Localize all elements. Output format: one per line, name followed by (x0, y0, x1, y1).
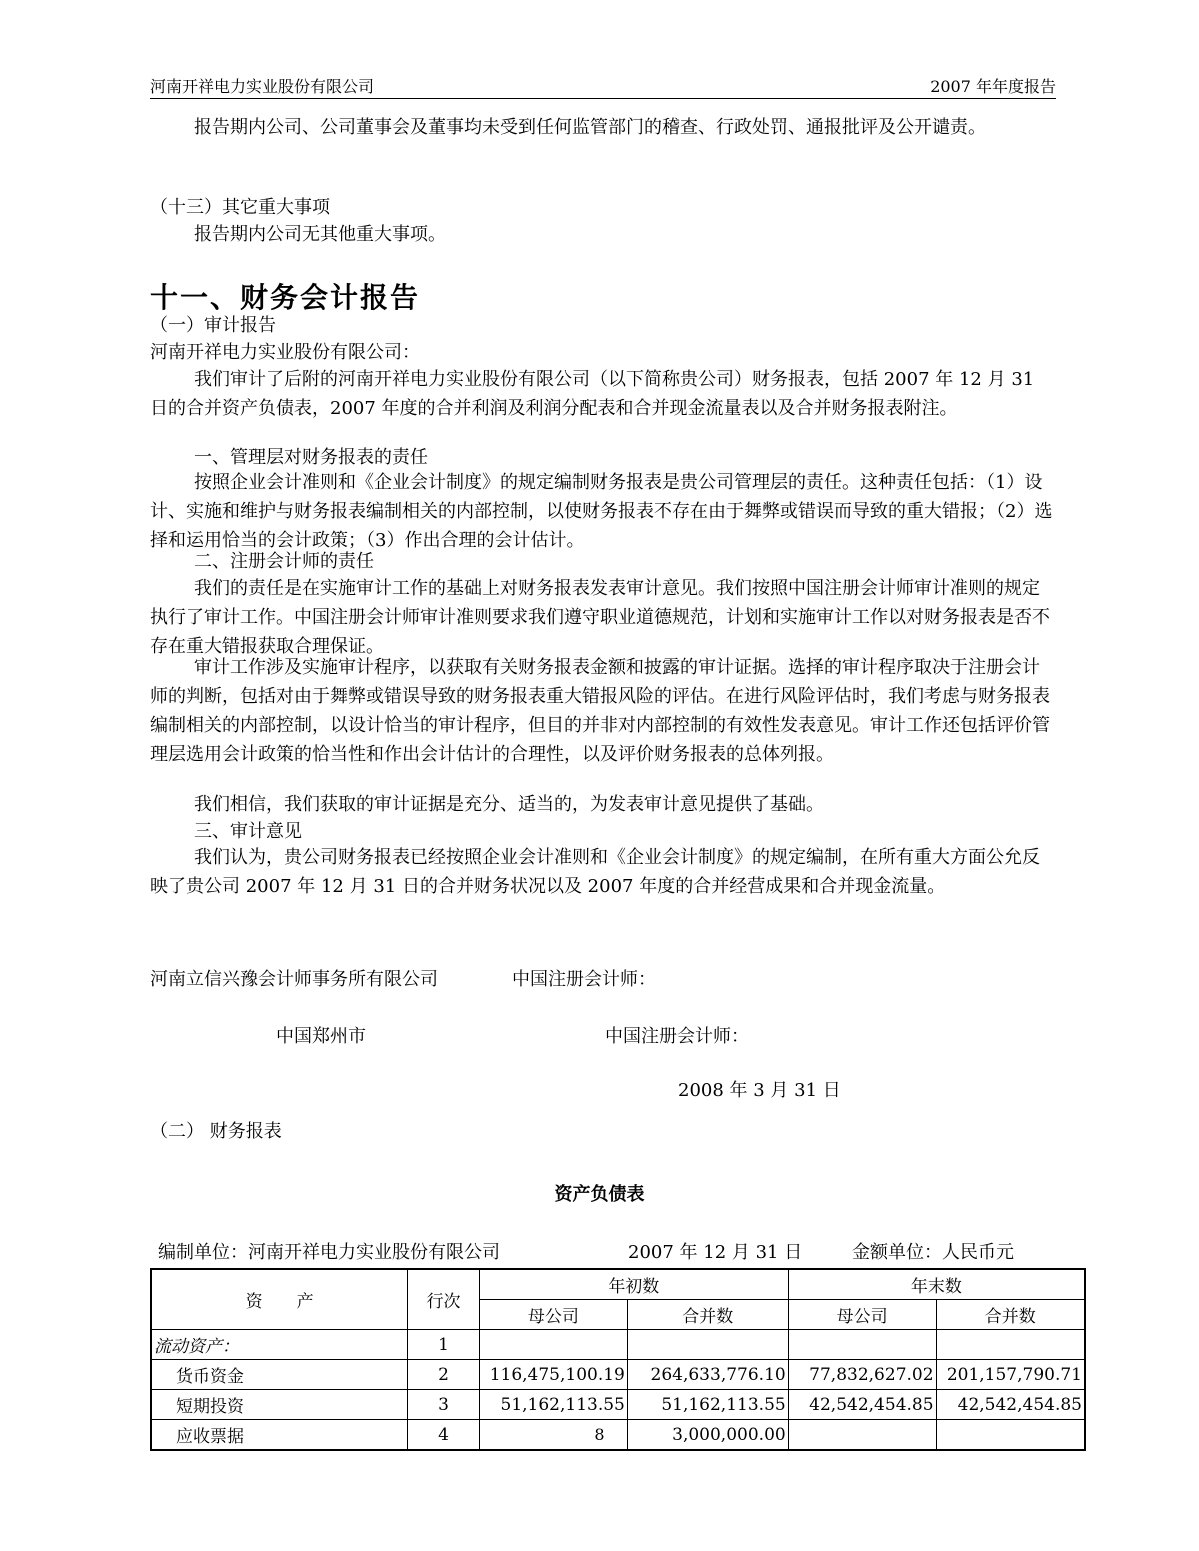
section-13-body: 报告期内公司无其他重大事项。 (194, 224, 446, 245)
header-report-title: 2007 年年度报告 (930, 77, 1056, 96)
begin-parent-value: 116,475,100.19 (479, 1360, 627, 1390)
row-label: 应收票据 (151, 1420, 408, 1451)
audit-intro: 我们审计了后附的河南开祥电力实业股份有限公司（以下简称贵公司）财务报表，包括 2007 年 12 月 31 日的合并资产负债表，2007 年度的合并利润及利润分配表和合并现金流量表以及合并财务报表附注。 (150, 369, 1035, 419)
audit-firm-name: 河南立信兴豫会计师事务所有限公司 (150, 969, 438, 990)
balance-sheet-title: 资产负债表 (554, 1184, 645, 1205)
chapter-heading: 十一、财务会计报告 (150, 281, 421, 314)
row-line-no: 1 (408, 1330, 480, 1360)
header-end-parent: 母公司 (788, 1300, 936, 1330)
financial-statements-heading: （二） 财务报表 (150, 1121, 282, 1142)
row-label: 流动资产： (151, 1330, 408, 1360)
audit-opinion-heading: 三、审计意见 (194, 821, 302, 842)
begin-consolidated-value: 51,162,113.55 (627, 1390, 788, 1420)
end-parent-value: 42,542,454.85 (788, 1390, 936, 1420)
row-line-no: 3 (408, 1390, 480, 1420)
row-line-no: 4 (408, 1420, 480, 1451)
cpa-signature-label-1: 中国注册会计师： (512, 969, 656, 990)
end-parent-value: 77,832,627.02 (788, 1360, 936, 1390)
page-number: 8 (594, 1425, 605, 1444)
audit-evidence-body: 我们相信，我们获取的审计证据是充分、适当的，为发表审计意见提供了基础。 (194, 794, 824, 815)
preparer-unit: 编制单位：河南开祥电力实业股份有限公司 (158, 1242, 500, 1263)
cpa-responsibility-heading: 二、注册会计师的责任 (194, 551, 374, 572)
table-row (151, 1390, 1085, 1420)
end-parent-value (788, 1330, 936, 1360)
balance-sheet-date: 2007 年 12 月 31 日 (628, 1242, 803, 1263)
section-13-heading: （十三）其它重大事项 (150, 197, 330, 218)
header-end-consolidated: 合并数 (936, 1300, 1085, 1330)
end-consolidated-value: 42,542,454.85 (936, 1390, 1085, 1420)
begin-consolidated-value (627, 1330, 788, 1360)
header-begin-parent: 母公司 (479, 1300, 627, 1330)
header-ending: 年末数 (788, 1269, 1085, 1300)
row-label: 货币资金 (151, 1360, 408, 1390)
audit-report-date: 2008 年 3 月 31 日 (678, 1080, 841, 1101)
table-row (151, 1330, 1085, 1360)
begin-consolidated-value: 264,633,776.10 (627, 1360, 788, 1390)
firm-city: 中国郑州市 (276, 1026, 366, 1047)
header-beginning: 年初数 (479, 1269, 788, 1300)
cpa-signature-label-2: 中国注册会计师： (605, 1026, 749, 1047)
page-header (150, 72, 1056, 99)
management-responsibility-body: 按照企业会计准则和《企业会计制度》的规定编制财务报表是贵公司管理层的责任。这种责任包括：（1）设计、实施和维护与财务报表编制相关的内部控制，以使财务报表不存在由于舞弊或错误而导致的重大错报；（2）选择和运用恰当的会计政策；（3）作出合理的会计估计。 (150, 472, 1053, 551)
begin-parent-value (479, 1330, 627, 1360)
row-label: 短期投资 (151, 1390, 408, 1420)
management-responsibility-heading: 一、管理层对财务报表的责任 (194, 447, 428, 468)
end-consolidated-value: 201,157,790.71 (936, 1360, 1085, 1390)
cpa-responsibility-body: 我们的责任是在实施审计工作的基础上对财务报表发表审计意见。我们按照中国注册会计师审计准则的规定执行了审计工作。中国注册会计师审计准则要求我们遵守职业道德规范，计划和实施审计工作以对财务报表是否不存在重大错报获取合理保证。 (150, 578, 1050, 657)
table-row (151, 1360, 1085, 1390)
header-asset: 资 产 (151, 1269, 408, 1330)
end-consolidated-value (936, 1330, 1085, 1360)
balance-sheet-table (150, 1268, 1086, 1451)
audit-addressee: 河南开祥电力实业股份有限公司： (150, 342, 420, 363)
begin-consolidated-value: 3,000,000.00 (627, 1420, 788, 1451)
header-begin-consolidated: 合并数 (627, 1300, 788, 1330)
begin-parent-value: 51,162,113.55 (479, 1390, 627, 1420)
currency-unit: 金额单位：人民币元 (852, 1242, 1014, 1263)
row-line-no: 2 (408, 1360, 480, 1390)
header-line-no: 行次 (408, 1269, 480, 1330)
audit-procedure-body: 审计工作涉及实施审计程序，以获取有关财务报表金额和披露的审计证据。选择的审计程序取决于注册会计师的判断，包括对由于舞弊或错误导致的财务报表重大错报风险的评估。在进行风险评估时，我们考虑与财务报表编制相关的内部控制，以设计恰当的审计程序，但目的并非对内部控制的有效性发表意见。审计工作还包括评价管理层选用会计政策的恰当性和作出会计估计的合理性，以及评价财务报表的总体列报。 (150, 657, 1050, 765)
audit-opinion-body: 我们认为，贵公司财务报表已经按照企业会计准则和《企业会计制度》的规定编制，在所有重大方面公允反映了贵公司 2007 年 12 月 31 日的合并财务状况以及 2007 年度的合并经营成果和合并现金流量。 (150, 847, 1040, 897)
supervision-paragraph: 报告期内公司、公司董事会及董事均未受到任何监管部门的稽查、行政处罚、通报批评及公开谴责。 (194, 117, 986, 138)
header-company: 河南开祥电力实业股份有限公司 (150, 77, 375, 96)
audit-report-heading: （一）审计报告 (150, 315, 276, 336)
